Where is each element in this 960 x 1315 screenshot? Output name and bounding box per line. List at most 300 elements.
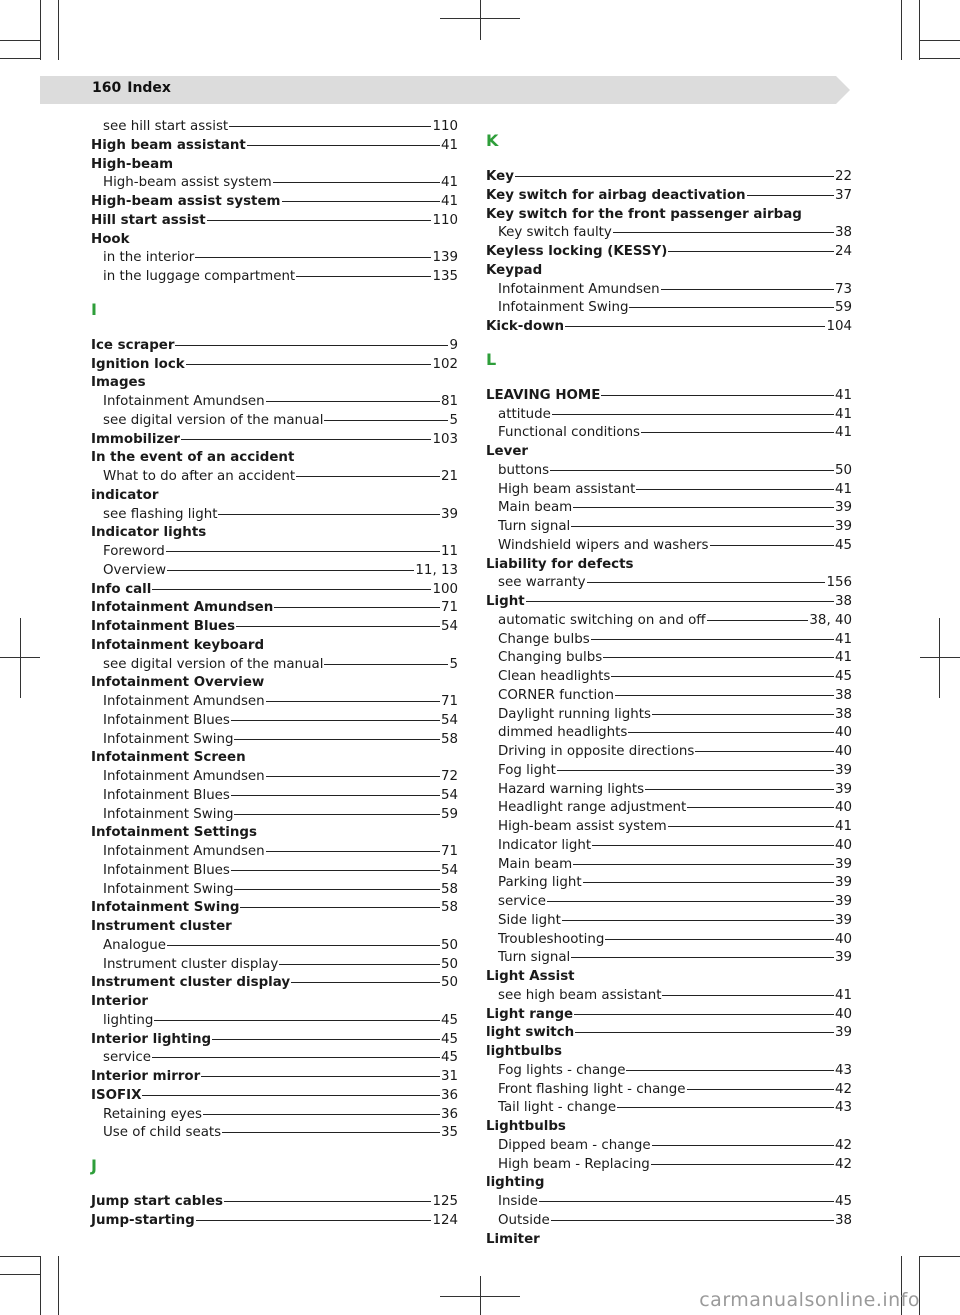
index-entry[interactable]	[91, 1193, 458, 1212]
page-reference[interactable]: 102	[432, 356, 458, 372]
page-reference[interactable]: 35	[440, 1125, 458, 1141]
index-subentry[interactable]	[486, 706, 852, 725]
index-term: Hook	[91, 231, 130, 247]
index-letter-heading: L	[486, 349, 497, 369]
index-term: High-beam	[91, 156, 174, 172]
index-subentry[interactable]	[486, 743, 852, 762]
leader-line	[636, 489, 834, 490]
page-reference[interactable]: 11, 13	[415, 562, 458, 578]
page-reference[interactable]: 40	[834, 725, 852, 741]
index-entry	[91, 674, 458, 693]
page-reference[interactable]: 54	[440, 862, 458, 878]
index-term: Fog light	[498, 762, 556, 778]
index-term: Interior lighting	[91, 1031, 212, 1047]
leader-line	[196, 1220, 432, 1221]
page-reference[interactable]: 58	[440, 881, 458, 897]
crop-mark	[40, 1256, 41, 1315]
index-term: Kick-down	[486, 319, 565, 334]
index-subentry[interactable]	[91, 543, 458, 562]
index-subentry[interactable]	[91, 412, 458, 431]
page-reference[interactable]: 39	[834, 912, 852, 928]
crop-mark	[939, 618, 940, 698]
page-reference[interactable]: 5	[449, 412, 458, 428]
index-term: Parking light	[498, 875, 582, 891]
page-reference[interactable]: 58	[440, 731, 458, 747]
page-reference[interactable]: 39	[834, 950, 852, 966]
index-term: indicator	[91, 487, 159, 503]
page-reference[interactable]: 50	[440, 937, 458, 953]
index-term: Limiter	[486, 1231, 540, 1247]
page-reference[interactable]: 41	[440, 194, 458, 209]
leader-line	[273, 182, 440, 183]
page-reference[interactable]: 5	[449, 656, 458, 672]
leader-line	[710, 545, 834, 546]
index-term: see hill start assist	[103, 119, 229, 134]
index-term: Info call	[91, 581, 152, 597]
index-subentry[interactable]	[486, 687, 852, 706]
leader-line	[240, 907, 439, 908]
leader-line	[231, 795, 440, 796]
index-term: service	[103, 1050, 151, 1066]
page-reference[interactable]: 41	[834, 387, 852, 403]
index-subentry[interactable]	[486, 893, 852, 912]
index-subentry[interactable]	[486, 462, 852, 481]
index-term: buttons	[498, 462, 550, 478]
index-subentry[interactable]	[486, 224, 852, 243]
index-subentry[interactable]	[91, 693, 458, 712]
page-reference[interactable]: 103	[432, 431, 458, 447]
leader-line	[591, 639, 834, 640]
index-term: Infotainment Blues	[103, 862, 230, 878]
page-reference[interactable]: 22	[834, 169, 852, 184]
page-reference[interactable]: 41	[834, 406, 852, 422]
leader-line	[142, 1095, 439, 1096]
page-reference[interactable]: 50	[834, 462, 852, 478]
page-reference[interactable]: 38	[834, 706, 852, 722]
crop-mark	[919, 0, 920, 60]
index-term: Infotainment Amundsen	[103, 394, 265, 409]
index-entry[interactable]	[91, 1087, 458, 1106]
leader-line	[515, 176, 834, 177]
index-subentry[interactable]	[486, 931, 852, 950]
index-subentry[interactable]	[91, 787, 458, 806]
index-subentry[interactable]	[486, 1081, 852, 1100]
index-entry[interactable]	[91, 618, 458, 637]
page-reference[interactable]: 39	[834, 1025, 852, 1041]
leader-line	[615, 695, 834, 696]
leader-line	[152, 1057, 440, 1058]
index-term: Keyless locking (KESSY)	[486, 244, 668, 259]
index-term: Infotainment Amundsen	[498, 281, 660, 297]
leader-line	[266, 776, 440, 777]
leader-line	[603, 657, 834, 658]
page-reference[interactable]: 38	[834, 1212, 852, 1228]
page-reference[interactable]: 42	[834, 1081, 852, 1097]
page-reference[interactable]: 54	[440, 712, 458, 728]
page-reference[interactable]: 135	[432, 269, 458, 284]
index-subentry[interactable]	[486, 1062, 852, 1081]
page-reference[interactable]: 41	[834, 425, 852, 441]
index-term: Dipped beam - change	[498, 1137, 651, 1153]
leader-line	[324, 664, 448, 665]
leader-line	[236, 626, 440, 627]
page-reference[interactable]: 110	[432, 212, 458, 228]
index-entry[interactable]	[486, 1006, 852, 1025]
index-entry[interactable]	[91, 974, 458, 993]
index-entry[interactable]	[91, 356, 458, 375]
page-reference[interactable]: 139	[432, 250, 458, 266]
crop-mark	[40, 0, 41, 60]
page-reference[interactable]: 24	[834, 244, 852, 259]
index-subentry[interactable]	[486, 856, 852, 875]
page-reference[interactable]: 40	[834, 837, 852, 853]
index-subentry[interactable]	[91, 843, 458, 862]
page-reference[interactable]: 40	[834, 1006, 852, 1022]
index-term: lighting	[486, 1175, 545, 1191]
index-entry	[91, 231, 458, 250]
index-subentry[interactable]	[486, 987, 852, 1006]
index-subentry[interactable]	[486, 799, 852, 818]
page-reference[interactable]: 54	[440, 787, 458, 803]
page-reference[interactable]: 39	[834, 519, 852, 534]
index-entry[interactable]	[486, 168, 852, 187]
index-subentry[interactable]	[486, 1212, 852, 1231]
index-subentry[interactable]	[486, 837, 852, 856]
index-subentry[interactable]	[91, 174, 458, 193]
leader-line	[662, 995, 833, 996]
crop-mark	[920, 1256, 960, 1257]
page-reference[interactable]: 41	[834, 819, 852, 834]
index-term: Infotainment Amundsen	[103, 694, 265, 709]
index-subentry[interactable]	[91, 768, 458, 787]
index-entry[interactable]	[486, 593, 852, 612]
index-letter-heading: I	[91, 299, 97, 319]
index-term: Change bulbs	[498, 631, 590, 647]
index-entry[interactable]	[91, 581, 458, 600]
index-subentry[interactable]	[486, 762, 852, 781]
index-subentry[interactable]	[486, 518, 852, 537]
index-subentry[interactable]	[91, 881, 458, 900]
page-reference[interactable]: 59	[834, 300, 852, 316]
index-term: Infotainment Swing	[91, 900, 240, 916]
index-term: Images	[91, 375, 146, 391]
page-reference[interactable]: 38	[834, 594, 852, 609]
index-subentry[interactable]	[486, 481, 852, 500]
page-reference[interactable]: 39	[834, 875, 852, 891]
page-header	[92, 80, 171, 96]
index-subentry[interactable]	[486, 781, 852, 800]
leader-line	[575, 1032, 834, 1033]
index-term: Key switch for the front passenger airbag	[486, 206, 802, 222]
index-term: see flashing light	[103, 506, 218, 522]
index-entry[interactable]	[91, 212, 458, 231]
index-term: Infotainment keyboard	[91, 637, 265, 653]
index-subentry[interactable]	[91, 712, 458, 731]
leader-line	[707, 620, 809, 621]
page-reference[interactable]: 45	[834, 669, 852, 684]
page-reference[interactable]: 45	[440, 1050, 458, 1066]
index-subentry[interactable]	[91, 937, 458, 956]
index-subentry[interactable]	[486, 499, 852, 518]
page-header-arrow	[836, 76, 850, 104]
leader-line	[166, 551, 440, 552]
crop-mark	[480, 0, 481, 40]
index-term: Infotainment Blues	[103, 787, 230, 803]
leader-line	[645, 789, 834, 790]
index-entry[interactable]	[486, 318, 852, 337]
index-column-left	[91, 118, 458, 1231]
index-subentry[interactable]	[486, 424, 852, 443]
index-subentry[interactable]	[486, 1099, 852, 1118]
page-reference[interactable]: 38, 40	[809, 612, 852, 628]
index-entry	[91, 637, 458, 656]
page-reference[interactable]: 100	[432, 581, 458, 597]
index-subentry[interactable]	[91, 656, 458, 675]
page-reference[interactable]: 73	[834, 281, 852, 297]
page-reference[interactable]: 125	[432, 1194, 458, 1209]
page-reference[interactable]: 81	[440, 394, 458, 409]
index-term: Headlight range adjustment	[498, 800, 687, 816]
page-reference[interactable]: 45	[440, 1012, 458, 1028]
index-term: Infotainment Overview	[91, 675, 265, 691]
index-term: CORNER function	[498, 687, 614, 703]
index-term: High-beam assist system	[103, 175, 272, 191]
leader-line	[562, 920, 834, 921]
index-subentry[interactable]	[91, 1124, 458, 1143]
index-subentry[interactable]	[486, 612, 852, 631]
index-subentry[interactable]	[486, 649, 852, 668]
index-term: Keypad	[486, 262, 543, 278]
page-reference[interactable]: 41	[834, 650, 852, 666]
index-subentry[interactable]	[486, 574, 852, 593]
page-reference[interactable]: 124	[432, 1212, 458, 1228]
leader-line	[661, 289, 834, 290]
index-subentry[interactable]	[91, 562, 458, 581]
index-term: Light Assist	[486, 969, 575, 984]
index-term: Immobilizer	[91, 431, 180, 447]
page-reference[interactable]: 71	[440, 600, 458, 616]
leader-line	[552, 414, 834, 415]
index-subentry[interactable]	[486, 281, 852, 300]
page-reference[interactable]: 71	[440, 694, 458, 709]
index-entry[interactable]	[486, 1024, 852, 1043]
page-reference[interactable]: 71	[440, 844, 458, 859]
index-entry	[486, 262, 852, 281]
index-term: see digital version of the manual	[103, 656, 324, 672]
page-reference[interactable]: 37	[834, 187, 852, 203]
index-subentry[interactable]	[91, 118, 458, 137]
page-reference[interactable]: 42	[834, 1156, 852, 1172]
index-entry[interactable]	[486, 187, 852, 206]
leader-line	[152, 589, 431, 590]
crop-mark	[920, 58, 960, 59]
index-entry[interactable]	[91, 337, 458, 356]
index-term: Clean headlights	[498, 669, 611, 684]
index-term: see digital version of the manual	[103, 412, 324, 428]
page-reference[interactable]: 41	[834, 481, 852, 497]
index-subentry[interactable]	[486, 299, 852, 318]
leader-line	[550, 470, 834, 471]
page-reference[interactable]: 39	[834, 856, 852, 872]
page-reference[interactable]: 36	[440, 1087, 458, 1103]
index-term: Lightbulbs	[486, 1119, 566, 1134]
index-term: lightbulbs	[486, 1044, 562, 1059]
index-subentry[interactable]	[486, 668, 852, 687]
crop-mark	[480, 1276, 481, 1315]
index-subentry[interactable]	[486, 406, 852, 425]
index-subentry[interactable]	[91, 393, 458, 412]
index-subentry[interactable]	[486, 818, 852, 837]
leader-line	[229, 126, 431, 127]
index-entry[interactable]	[486, 387, 852, 406]
page-reference[interactable]: 54	[440, 619, 458, 634]
page-reference[interactable]: 38	[834, 687, 852, 703]
index-term: Interior	[91, 994, 148, 1009]
index-term: Retaining eyes	[103, 1106, 202, 1122]
index-term: Key switch faulty	[498, 225, 612, 241]
page-reference[interactable]: 21	[440, 469, 458, 484]
leader-line	[611, 676, 834, 677]
index-term: Front flashing light - change	[498, 1081, 686, 1097]
leader-line	[207, 220, 432, 221]
page-reference[interactable]: 36	[440, 1106, 458, 1122]
index-subentry[interactable]	[486, 1193, 852, 1212]
index-term: Analogue	[103, 937, 166, 953]
index-subentry[interactable]	[91, 956, 458, 975]
page-reference[interactable]: 11	[440, 544, 458, 559]
page-reference[interactable]: 45	[440, 1031, 458, 1047]
page-reference[interactable]: 45	[834, 1194, 852, 1209]
index-subentry[interactable]	[91, 806, 458, 825]
page-reference[interactable]: 59	[440, 806, 458, 822]
leader-line	[601, 395, 834, 396]
page-reference[interactable]: 41	[834, 987, 852, 1003]
index-subentry[interactable]	[91, 249, 458, 268]
index-entry	[91, 749, 458, 768]
page-reference[interactable]: 40	[834, 931, 852, 947]
page-reference[interactable]: 41	[834, 631, 852, 647]
index-entry[interactable]	[91, 1212, 458, 1231]
index-subentry[interactable]	[486, 1156, 852, 1175]
index-subentry[interactable]	[486, 537, 852, 556]
index-subentry[interactable]	[91, 731, 458, 750]
page-reference[interactable]: 31	[440, 1069, 458, 1084]
index-entry	[91, 824, 458, 843]
page-reference[interactable]: 41	[440, 175, 458, 191]
index-term: Key switch for airbag deactivation	[486, 187, 746, 203]
leader-line	[266, 851, 440, 852]
index-subentry[interactable]	[486, 912, 852, 931]
page-reference[interactable]: 39	[440, 506, 458, 522]
page-reference[interactable]: 40	[834, 744, 852, 759]
leader-line	[231, 870, 440, 871]
index-subentry[interactable]	[486, 1137, 852, 1156]
index-term: in the luggage compartment	[103, 269, 296, 284]
index-entry[interactable]	[486, 243, 852, 262]
index-term: Infotainment Screen	[91, 750, 246, 766]
index-entry[interactable]	[91, 1068, 458, 1087]
leader-line	[668, 251, 834, 252]
crop-mark	[0, 58, 40, 59]
index-subentry[interactable]	[91, 268, 458, 287]
index-letter-heading: K	[486, 131, 499, 150]
index-term: Liability for defects	[486, 556, 634, 572]
index-subentry[interactable]	[91, 506, 458, 525]
leader-line	[181, 439, 432, 440]
page-reference[interactable]: 39	[834, 762, 852, 778]
index-entry[interactable]	[91, 899, 458, 918]
page-reference[interactable]: 40	[834, 800, 852, 816]
index-term: Jump-starting	[91, 1212, 195, 1228]
page-reference[interactable]: 42	[834, 1137, 852, 1153]
index-term: Light	[486, 594, 525, 609]
index-entry[interactable]	[91, 137, 458, 156]
page-reference[interactable]: 9	[449, 337, 458, 353]
index-entry[interactable]	[91, 431, 458, 450]
index-term: Infotainment Swing	[498, 300, 629, 316]
leader-line	[547, 901, 834, 902]
index-subentry[interactable]	[91, 1049, 458, 1068]
index-subentry[interactable]	[91, 862, 458, 881]
leader-line	[186, 364, 432, 365]
leader-line	[279, 964, 440, 965]
index-term: High beam - Replacing	[498, 1156, 650, 1172]
index-term: Infotainment Swing	[103, 806, 234, 822]
index-subentry[interactable]	[91, 468, 458, 487]
index-term: Tail light - change	[498, 1100, 617, 1116]
page-reference[interactable]: 58	[440, 900, 458, 916]
page-reference[interactable]: 104	[826, 319, 852, 334]
index-term: Infotainment Amundsen	[103, 769, 265, 784]
page-reference[interactable]: 72	[440, 769, 458, 784]
leader-line	[154, 1020, 440, 1021]
index-subentry[interactable]	[486, 631, 852, 650]
page-reference[interactable]: 45	[834, 537, 852, 553]
index-term: Infotainment Blues	[91, 619, 236, 634]
index-term: service	[498, 894, 546, 909]
leader-line	[695, 751, 834, 752]
index-subentry[interactable]	[91, 1106, 458, 1125]
page-reference[interactable]: 50	[440, 956, 458, 972]
index-entry[interactable]	[91, 1031, 458, 1050]
page-reference[interactable]: 43	[834, 1100, 852, 1116]
leader-line	[195, 257, 431, 258]
leader-line	[234, 889, 440, 890]
index-subentry[interactable]	[486, 874, 852, 893]
index-term: Hill start assist	[91, 212, 206, 228]
page-reference[interactable]: 43	[834, 1062, 852, 1078]
page-reference[interactable]: 41	[440, 137, 458, 153]
index-subentry[interactable]	[486, 724, 852, 743]
crop-mark	[58, 1256, 59, 1315]
leader-line	[203, 1114, 440, 1115]
page-reference[interactable]: 39	[834, 894, 852, 909]
page-reference[interactable]: 38	[834, 225, 852, 241]
index-term: Instrument cluster display	[91, 975, 291, 991]
page-reference[interactable]: 39	[834, 500, 852, 516]
index-entry	[91, 993, 458, 1012]
index-subentry[interactable]	[486, 949, 852, 968]
page-reference[interactable]: 156	[826, 575, 852, 591]
page-reference[interactable]: 39	[834, 781, 852, 797]
index-subentry[interactable]	[91, 1012, 458, 1031]
page-reference[interactable]: 50	[440, 975, 458, 991]
leader-line	[266, 701, 440, 702]
index-entry[interactable]	[91, 193, 458, 212]
page-reference[interactable]: 110	[432, 119, 458, 134]
leader-line	[687, 1089, 834, 1090]
index-entry[interactable]	[91, 599, 458, 618]
